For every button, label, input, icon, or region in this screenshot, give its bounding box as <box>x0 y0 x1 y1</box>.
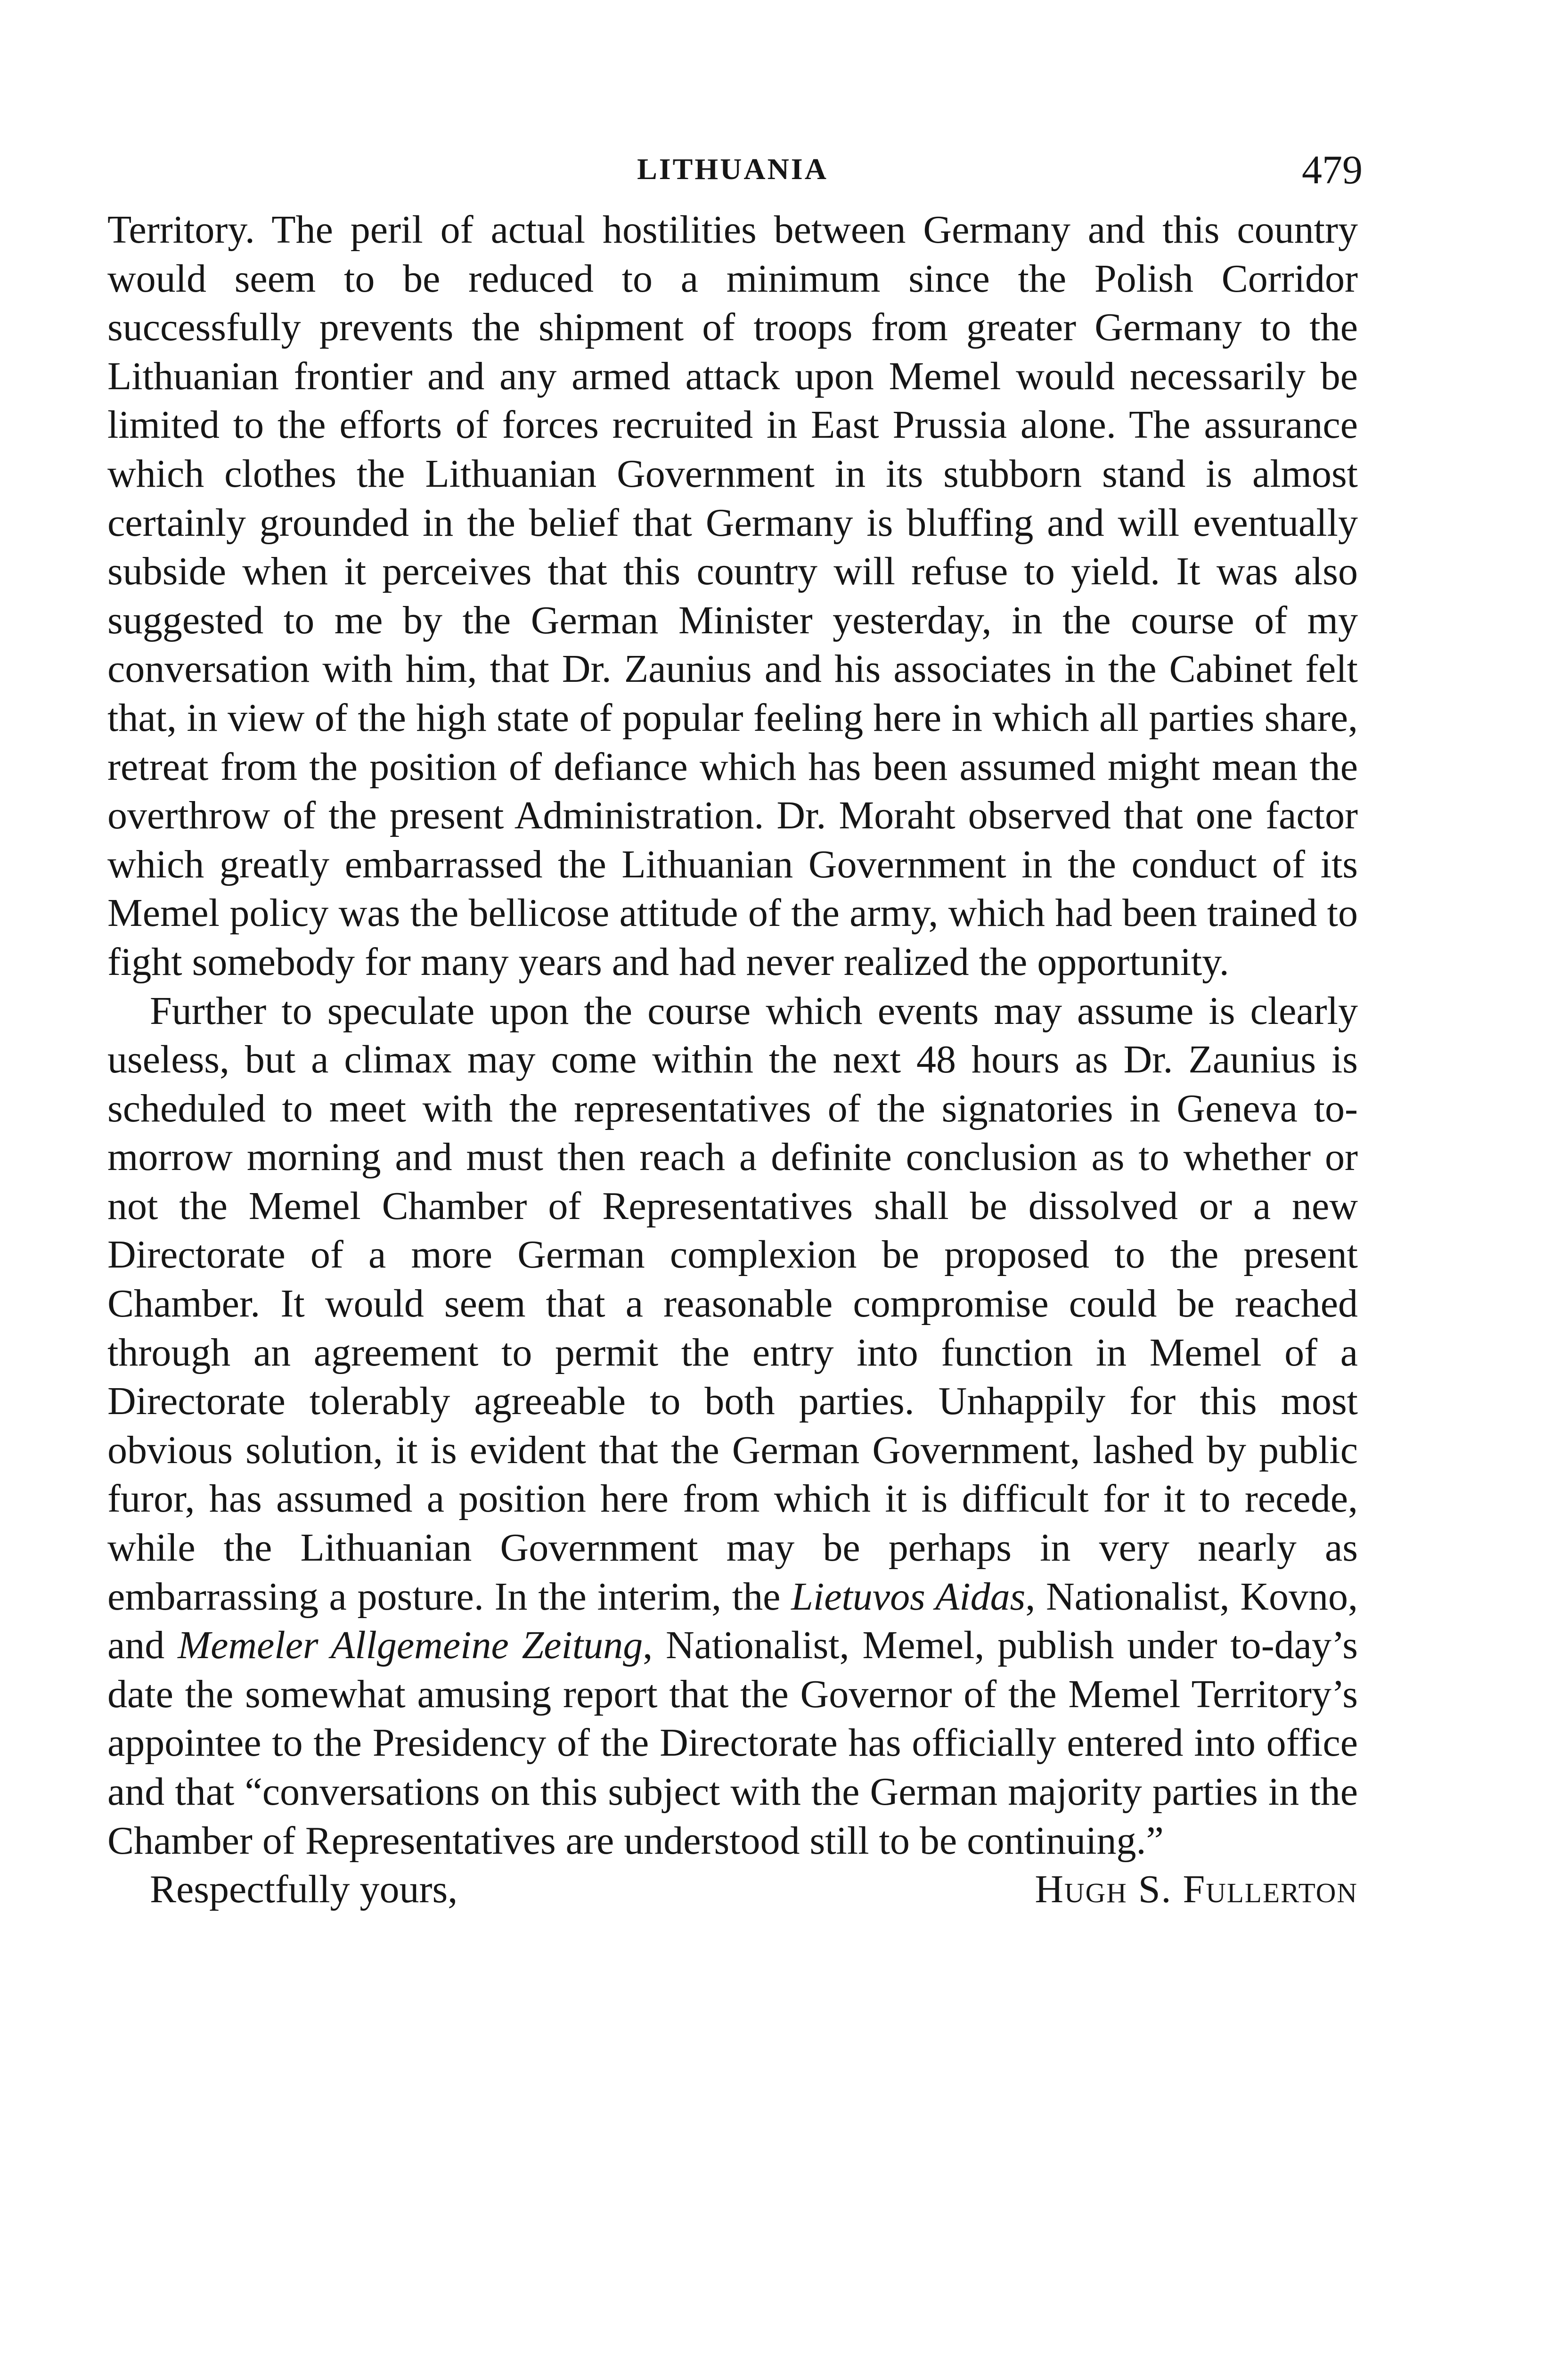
page-number: 479 <box>1302 147 1363 192</box>
document-page <box>107 146 1363 1914</box>
paragraph-continuation: Territory. The peril of actual hostilities between Germany and this country would seem to be reduced to a minimum since the Polish Corridor successfully prevents the shipment of troops from greater Germany to the Lithuanian frontier and any armed attack upon Memel would necessarily be limited to the efforts of forces recruited in East Prussia alone. The assurance which clothes the Lithuanian Government in its stubborn stand is almost certainly grounded in the belief that Germany is bluffing and will eventually subside when it perceives that this country will refuse to yield. It was also suggested to me by the German Minister yesterday, in the course of my conversation with him, that Dr. Zaunius and his associates in the Cabinet felt that, in view of the high state of popular feeling here in which all parties share, retreat from the position of defiance which has been assumed might mean the overthrow of the present Administration. Dr. Moraht observed that one factor which greatly embarrassed the Lithuanian Government in the conduct of its Memel policy was the bellicose attitude of the army, which had been trained to fight somebody for many years and had never realized the opportunity. <box>107 208 1358 984</box>
paragraph-text: , Nationalist, Kovno, and <box>107 1574 1358 1668</box>
body-text <box>107 205 1358 1914</box>
paragraph-text: Further to speculate upon the course which events may assume is clearly useless, but a climax may come within the next 48 hours as Dr. Zaunius is scheduled to meet with the representatives of the signatories in Geneva to-morrow morning and must then reach a definite conclusion as to whether or not the Memel Chamber of Representatives shall be dissolved or a new Directorate of a more German complexion be proposed to the present Chamber. It would seem that a reasonable compromise could be reached through an agreement to permit the entry into function in Memel of a Directorate tolerably agreeable to both parties. Unhappily for this most obvious solution, it is evident that the German Government, lashed by public furor, has assumed a position here from which it is difficult for it to recede, while the Lithuanian Government may be perhaps in very nearly as embarrassing a posture. In the interim, the <box>107 989 1358 1619</box>
paragraph-text: , Nationalist, Memel, publish under to-day’s date the somewhat amusing report that the Governor of the Memel Territory’s appointee to the Presidency of the Directorate has officially entered into office and that “conversations on this subject with the German majority parties in the Chamber of Representatives are understood still to be continuing.” <box>107 1623 1358 1863</box>
running-header <box>107 146 1363 203</box>
letter-closing <box>107 1865 1358 1914</box>
running-title: LITHUANIA <box>637 152 828 186</box>
salutation: Respectfully yours, <box>150 1867 458 1912</box>
newspaper-title: Lietuvos Aidas <box>791 1574 1026 1619</box>
newspaper-title: Memeler Allgemeine Zeitung <box>178 1623 643 1668</box>
paragraph <box>107 987 1358 1865</box>
signature: Hugh S. Fullerton <box>1035 1867 1358 1912</box>
